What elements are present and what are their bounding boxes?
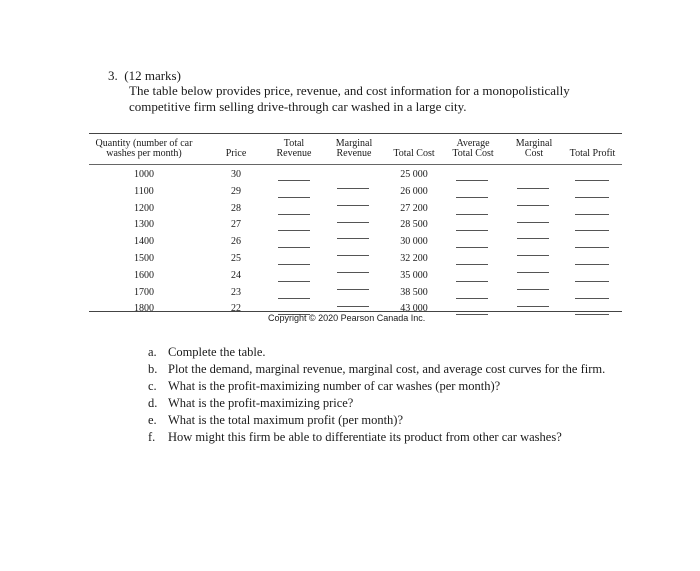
question-parts <box>148 345 628 447</box>
header-total-revenue: Total Revenue <box>276 138 312 159</box>
blank-marginal-revenue <box>337 188 369 189</box>
blank-average-total-cost <box>456 264 488 265</box>
row-quantity: 1400 <box>134 236 154 248</box>
row-price: 25 <box>231 253 241 264</box>
blank-total-revenue <box>278 247 310 248</box>
header-quantity: Quantity (number of car washes per month) <box>95 138 193 159</box>
row-price: 30 <box>231 169 241 180</box>
part-letter: a. <box>148 345 157 359</box>
blank-total-revenue <box>278 281 310 282</box>
part-letter: f. <box>148 430 156 444</box>
blank-total-profit <box>575 230 609 231</box>
blank-total-revenue <box>278 264 310 265</box>
blank-total-profit <box>575 298 609 299</box>
row-price: 24 <box>231 269 241 281</box>
row-price: 27 <box>231 219 241 231</box>
header-marginal-cost: Marginal Cost <box>515 138 553 159</box>
blank-marginal-revenue <box>337 205 369 206</box>
part-text: Complete the table. <box>168 345 266 359</box>
row-total-cost: 27 200 <box>400 202 428 214</box>
blank-average-total-cost <box>456 298 488 299</box>
question-part <box>148 379 628 394</box>
blank-total-profit <box>575 314 609 315</box>
row-price: 22 <box>231 303 241 315</box>
blank-average-total-cost <box>456 314 488 315</box>
part-letter: c. <box>148 379 157 393</box>
part-letter: d. <box>148 396 158 410</box>
blank-marginal-revenue <box>337 255 369 256</box>
blank-total-profit <box>575 281 609 282</box>
cost-revenue-table <box>89 133 622 314</box>
row-quantity: 1700 <box>134 286 154 298</box>
row-quantity: 1000 <box>134 169 154 180</box>
row-quantity: 1300 <box>134 219 154 231</box>
blank-total-profit <box>575 180 609 181</box>
header-average-total-cost: Average Total Cost <box>452 138 494 159</box>
blank-total-revenue <box>278 214 310 215</box>
question-part <box>148 345 628 360</box>
blank-marginal-cost <box>517 255 549 256</box>
table-top-rule <box>89 133 622 134</box>
question-intro: The table below provides price, revenue, and cost information for a monopolistically competitive firm selling drive-through car washed in a large city. <box>129 83 570 114</box>
blank-total-profit <box>575 264 609 265</box>
question-header <box>108 68 181 84</box>
blank-average-total-cost <box>456 247 488 248</box>
blank-total-revenue <box>278 298 310 299</box>
blank-marginal-cost <box>517 272 549 273</box>
header-total-cost: Total Cost <box>393 148 435 159</box>
question-marks: (12 marks) <box>124 68 181 83</box>
part-text: Plot the demand, marginal revenue, marginal cost, and average cost curves for the firm. <box>168 362 606 376</box>
blank-marginal-cost <box>517 289 549 290</box>
blank-total-profit <box>575 214 609 215</box>
part-text: What is the profit-maximizing price? <box>168 396 354 410</box>
blank-marginal-cost <box>517 238 549 239</box>
row-total-cost: 25 000 <box>400 169 428 180</box>
row-price: 29 <box>231 185 241 197</box>
row-quantity: 1100 <box>134 185 154 197</box>
part-letter: e. <box>148 413 157 427</box>
row-total-cost: 28 500 <box>400 219 428 231</box>
blank-average-total-cost <box>456 197 488 198</box>
blank-marginal-revenue <box>337 289 369 290</box>
blank-total-profit <box>575 197 609 198</box>
blank-total-profit <box>575 247 609 248</box>
part-text: What is the profit-maximizing number of car washes (per month)? <box>168 379 501 393</box>
row-price: 23 <box>231 286 241 298</box>
header-price: Price <box>225 148 247 159</box>
blank-marginal-revenue <box>337 272 369 273</box>
row-total-cost: 32 200 <box>400 253 428 264</box>
row-total-cost: 30 000 <box>400 236 428 248</box>
blank-total-revenue <box>278 180 310 181</box>
blank-average-total-cost <box>456 230 488 231</box>
blank-marginal-cost <box>517 205 549 206</box>
question-part <box>148 362 628 377</box>
row-quantity: 1200 <box>134 202 154 214</box>
blank-average-total-cost <box>456 180 488 181</box>
table-header-rule <box>89 164 622 165</box>
blank-total-revenue <box>278 230 310 231</box>
row-total-cost: 35 000 <box>400 269 428 281</box>
blank-marginal-revenue <box>337 306 369 307</box>
row-total-cost: 38 500 <box>400 286 428 298</box>
copyright-notice: Copyright © 2020 Pearson Canada Inc. <box>268 313 426 323</box>
blank-total-revenue <box>278 197 310 198</box>
blank-marginal-revenue <box>337 222 369 223</box>
question-part <box>148 396 628 411</box>
row-price: 26 <box>231 236 241 248</box>
row-quantity: 1500 <box>134 253 154 264</box>
header-marginal-revenue: Marginal Revenue <box>335 138 373 159</box>
blank-marginal-cost <box>517 306 549 307</box>
part-text: How might this firm be able to differentiate its product from other car washes? <box>168 430 562 444</box>
row-price: 28 <box>231 202 241 214</box>
question-part <box>148 413 628 428</box>
row-total-cost: 26 000 <box>400 185 428 197</box>
row-total-cost: 43 000 <box>400 303 428 315</box>
row-quantity: 1800 <box>134 303 154 315</box>
question-number: 3. <box>108 68 118 83</box>
blank-marginal-revenue <box>337 238 369 239</box>
part-letter: b. <box>148 362 158 376</box>
blank-average-total-cost <box>456 281 488 282</box>
part-text: What is the total maximum profit (per month)? <box>168 413 404 427</box>
question-part <box>148 430 628 445</box>
header-total-profit: Total Profit <box>569 148 616 159</box>
blank-marginal-cost <box>517 222 549 223</box>
blank-average-total-cost <box>456 214 488 215</box>
row-quantity: 1600 <box>134 269 154 281</box>
blank-marginal-cost <box>517 188 549 189</box>
